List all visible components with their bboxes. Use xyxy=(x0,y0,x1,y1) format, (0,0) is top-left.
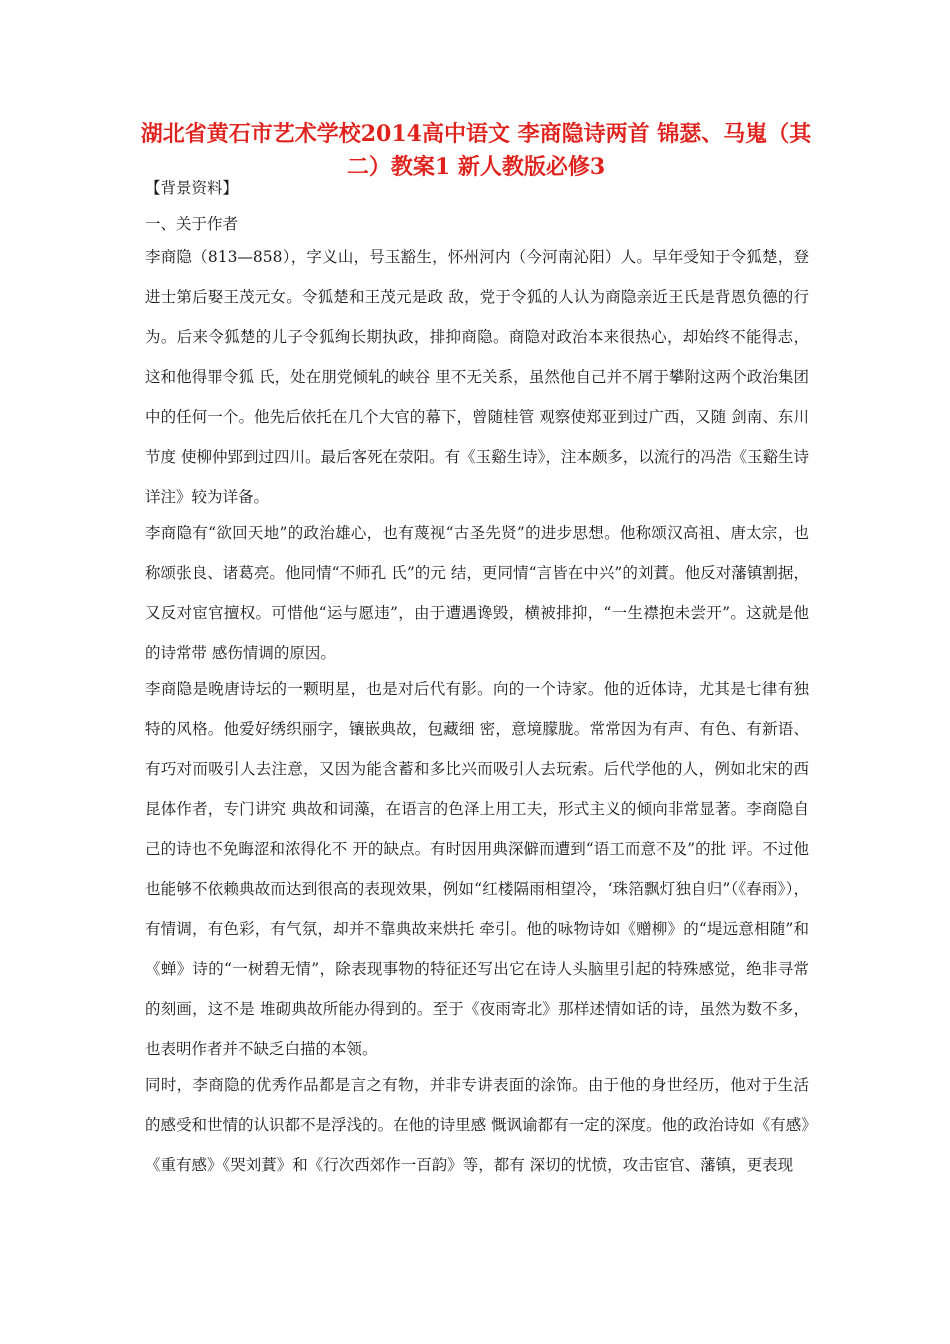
document-body xyxy=(145,178,809,1185)
section-label: 【背景资料】 xyxy=(145,179,239,197)
document-title: 湖北省黄石市艺术学校2014高中语文 李商隐诗两首 锦瑟、马嵬（其二）教案1 新人教版必修3 xyxy=(140,121,812,180)
paragraph-author-bio: 李商隐（813—858），字义山，号玉豁生，怀州河内（今河南沁阳）人。早年受知于令狐楚，登进士第后娶王茂元女。令狐楚和王茂元是政 敌，党于令狐的人认为商隐亲近王氏是背恩负德的行为。后来令狐楚的儿子令狐绚长期执政，排抑商隐。商隐对政治本来很热心，却始终不能得志，这和他得罪令狐 氏，处在朋党倾轧的峡谷 里不无关系，虽然他自己并不屑于攀附这两个政治集团中的任何一个。他先后依托在几个大官的幕下，曾随桂管 观察使郑亚到过广西，又随 剑南、东川节度 使柳仲郢到过四川。最后客死在荥阳。有《玉谿生诗》，注本颇多，以流行的冯浩《玉谿生诗详注》较为详备。 xyxy=(145,248,809,506)
paragraph-political-views: 李商隐有“欲回天地”的政治雄心，也有蔑视“古圣先贤”的进步思想。他称颂汉高祖、唐太宗，也称颂张良、诸葛亮。他同情“不师孔 氏”的元 结，更同情“言皆在中兴”的刘蕡。他反对藩镇割据，又反对宦官擅权。可惜他“运与愿违”，由于遭遇谗毁，横被排抑，“一生襟抱未尝开”。这就是他的诗常带 感伤情调的原因。 xyxy=(145,524,809,662)
paragraph-substance: 同时，李商隐的优秀作品都是言之有物，并非专讲表面的涂饰。由于他的身世经历，他对于生活的感受和世情的认识都不是浮浅的。在他的诗里感 慨讽谕都有一定的深度。他的政治诗如《有感》《重有感》《哭刘蕡》和《行次西郊作一百韵》等，都有 深切的忧愤，攻击宦官、藩镇，更表现 xyxy=(145,1076,809,1174)
subsection-label: 一、关于作者 xyxy=(145,215,239,233)
paragraph-poetic-style: 李商隐是晚唐诗坛的一颗明星，也是对后代有影。向的一个诗家。他的近体诗，尤其是七律有独特的风格。他爱好绣织丽字，镶嵌典故，包藏细 密，意境朦胧。常常因为有声、有色、有新语、有巧对而吸引人去注意，又因为能含蓄和多比兴而吸引人去玩索。后代学他的人，例如北宋的西昆体作者，专门讲究 典故和词藻，在语言的色泽上用工夫，形式主义的倾向非常显著。李商隐自己的诗也不免晦涩和浓得化不 开的缺点。有时因用典深僻而遭到“语工而意不及”的批 评。不过他也能够不依赖典故而达到很高的表现效果，例如“红楼隔雨相望冷，‘珠箔飘灯独自归”（《春雨》），有情调，有色彩，有气氛，却并不靠典故来烘托 牵引。他的咏物诗如《赠柳》的“堤远意相随”和《蝉》诗的“一树碧无情”，除表现事物的特征还写出它在诗人头脑里引起的特殊感觉，绝非寻常的刻画，这不是 堆砌典故所能办得到的。至于《夜雨寄北》那样述情如话的诗，虽然为数不多，也表明作者并不缺乏白描的本领。 xyxy=(145,680,809,1058)
